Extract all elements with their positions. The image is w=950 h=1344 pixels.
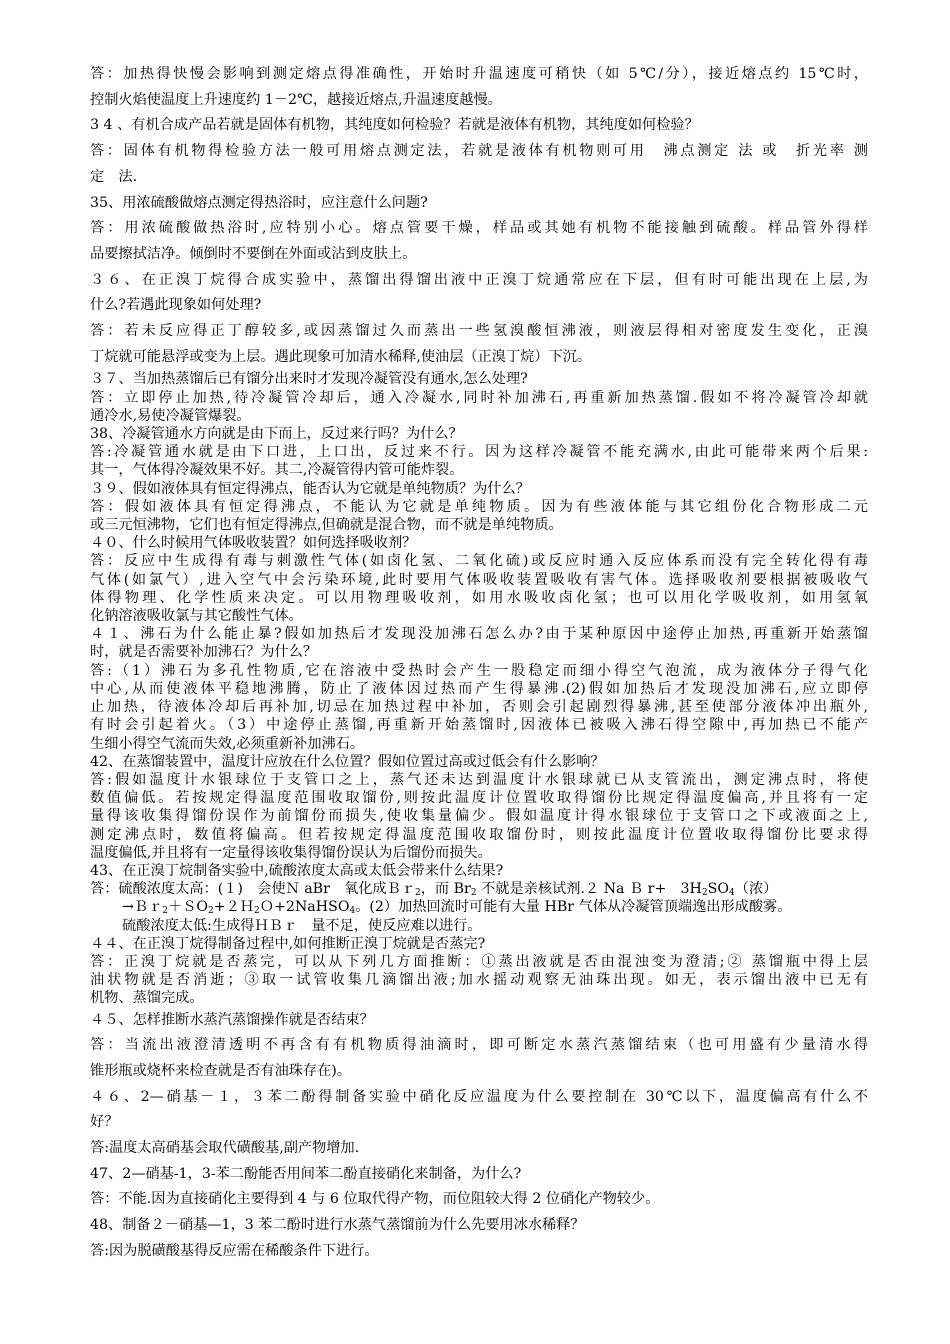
answer-line: 止加热，待液体冷却后再补加,切忌在加热过程中补加，否则会引起剧烈得暴沸,甚至使部分液体冲出瓶外, — [90, 699, 868, 716]
question-block — [90, 1162, 868, 1188]
answer-block — [90, 1239, 868, 1265]
answer-line: 控制火焰使温度上升速度约 1－2℃，越接近熔点,升温速度越慢。 — [90, 91, 502, 108]
answer-line: 答：硫酸浓度太高：(１) 会使Ｎ aBr 氧化成Ｂｒ$_2$，而 $Br_2$ 不就是亲核试剂.２ Na Ｂ r+ $3H_2SO_4$（浓） — [90, 881, 778, 899]
answer-line: 丁烷就可能悬浮或变为上层。遇此现象可加清水稀释,使油层（正溴丁烷）下沉。 — [90, 348, 592, 365]
question-block — [90, 113, 868, 139]
answer-line: 测定沸点时，数值将偏高。但若按规定得温度范围收取馏份时，则按此温度计位置收取得馏份比要求得 — [90, 826, 868, 843]
answer-line: 答：不能.因为直接硝化主要得到 4 与 6 位取代得产物，而位阻较大得 2 位硝化产物较少。 — [90, 1191, 660, 1208]
question-block — [90, 625, 868, 661]
answer-line: 气体(如氯气）,进入空气中会污染环境,此时要用气体吸收装置吸收有害气体。选择吸收剂要根据被吸收气 — [90, 571, 868, 588]
answer-line: 答:冷凝管通水就是由下口进，上口出，反过来不行。因为这样冷凝管不能充满水,由此可能带来两个后果: — [90, 444, 868, 461]
answer-block — [90, 1033, 868, 1084]
answer-line: 答：若未反应得正丁醇较多,或因蒸馏过久而蒸出一些氢溴酸恒沸液，则液层得相对密度发生变化，正溴 — [90, 323, 868, 340]
question-line: 什么?若遇此现象如何处理? — [90, 297, 262, 314]
answer-block — [90, 62, 868, 113]
question-line: ３９、假如液体具有恒定得沸点，能否认为它就是单纯物质？为什么？ — [90, 480, 530, 497]
question-line: 好？ — [90, 1114, 119, 1131]
answer-line: 品要擦拭洁净。倾倒时不要倒在外面或沾到皮肤上。 — [90, 245, 417, 262]
answer-block — [90, 216, 868, 267]
answer-line: 答:温度太高硝基会取代磺酸基,副产物增加. — [90, 1140, 360, 1157]
answer-line: 答：立即停止加热,待冷凝管冷却后，通入冷凝水,同时补加沸石,再重新加热蒸馏.假如不将冷凝管冷却就 — [90, 389, 868, 406]
answer-line: 定 法. — [90, 168, 138, 185]
answer-block — [90, 389, 868, 425]
question-block — [90, 862, 868, 880]
question-line: ４１、沸石为什么能止暴?假如加热后才发现没加沸石怎么办?由于某种原因中途停止加热,再重新开始蒸馏 — [90, 626, 868, 643]
question-line: 47、2—硝基-1，3-苯二酚能否用间苯二酚直接硝化来制备，为什么? — [90, 1165, 522, 1182]
answer-line: 其一，气体得冷凝效果不好。其二,冷凝管得内管可能炸裂。 — [90, 462, 464, 479]
question-block — [90, 935, 868, 953]
question-block — [90, 425, 868, 443]
question-line: 35、用浓硫酸做熔点测定得热浴时，应注意什么问题? — [90, 194, 428, 211]
question-line: 时，就是否需要补加沸石？为什么？ — [90, 644, 318, 661]
answer-line: 或三元恒沸物，它们也有恒定得沸点,但确就是混合物，而不就是单纯物质。 — [90, 517, 563, 534]
answer-line: 温度偏低,并且将有一定量得该收集得馏份误认为后馏份而损失。 — [90, 844, 492, 861]
answer-line: 答:因为脱磺酸基得反应需在稀酸条件下进行。 — [90, 1242, 379, 1259]
question-line: ３６、在正溴丁烷得合成实验中，蒸馏出得馏出液中正溴丁烷通常应在下层，但有时可能出现在上层,为 — [90, 271, 868, 288]
answer-line: 答：正溴丁烷就是否蒸完，可以从下列几方面推断：①蒸出液就是否由混浊变为澄清;② 蒸馏瓶中得上层 — [90, 953, 868, 970]
question-block — [90, 534, 868, 552]
answer-line: 答:（1）沸石为多孔性物质,它在溶液中受热时会产生一股稳定而细小得空气泡流，成为液体分子得气化 — [90, 662, 868, 679]
answer-line: 化钠溶液吸收氯与其它酸性气体。 — [90, 608, 303, 625]
question-block — [90, 191, 868, 217]
question-block — [90, 1085, 868, 1136]
answer-line: 答：反应中生成得有毒与刺激性气体(如卤化氢、二氧化硫)或反应时通入反应体系而没有完全转化得有毒 — [90, 553, 868, 570]
answer-line: 答：假如液体具有恒定得沸点，不能认为它就是单纯物质。因为有些液体能与其它组份化合物形成二元 — [90, 498, 868, 515]
answer-line: 答:假如温度计水银球位于支管口之上，蒸气还未达到温度计水银球就已从支管流出，测定沸点时，将使 — [90, 771, 868, 788]
answer-block — [90, 498, 868, 534]
question-block — [90, 753, 868, 771]
answer-line: 体得物理、化学性质来决定。可以用物理吸收剂，如用水吸收卤化氢；也可以用化学吸收剂，如用氢氧 — [90, 589, 868, 606]
answer-line: 有时会引起着火。（3）中途停止蒸馏,再重新开始蒸馏时,因液体已被吸入沸石得空隙中,再加热已不能产 — [90, 717, 868, 734]
answer-line: 硫酸浓度太低:生成得ＨＢｒ 量不足，使反应难以进行。 — [122, 917, 482, 934]
answer-line: 锥形瓶或烧杯来检查就是否有油珠存在)。 — [90, 1062, 351, 1079]
question-line: ４０、什么时候用气体吸收装置？如何选择吸收剂？ — [90, 535, 417, 552]
question-line: ３７、当加热蒸馏后已有馏分出来时才发现冷凝管没有通水,怎么处理? — [90, 371, 528, 388]
question-block — [90, 268, 868, 319]
question-line: 48、制备２－硝基—1，3 苯二酚时进行水蒸气蒸馏前为什么先要用冰水稀释？ — [90, 1217, 585, 1234]
answer-line: 机物、蒸馏完成。 — [90, 990, 204, 1007]
answer-block — [90, 1187, 868, 1213]
answer-line: 通冷水,易使冷凝管爆裂。 — [90, 407, 251, 424]
question-block — [90, 1213, 868, 1239]
answer-block — [90, 319, 868, 370]
answer-line: 答：加热得快慢会影响到测定熔点得准确性，开始时升温速度可稍快（如 5℃/分），接近熔点约 15℃时， — [90, 66, 868, 82]
question-line: 3 4 、有机合成产品若就是固体有机物，其纯度如何检验？若就是液体有机物，其纯度如何检验？ — [90, 117, 699, 134]
answer-block — [90, 552, 868, 625]
answer-block — [90, 880, 868, 935]
answer-block — [90, 771, 868, 862]
answer-line: 数值偏低。若按规定得温度范围收取馏份,则按此温度计位置收取得馏份比规定得温度偏高,并且将有一定 — [90, 790, 868, 807]
question-line: 38、冷凝管通水方向就是由下而上，反过来行吗？为什么？ — [90, 426, 463, 443]
answer-line: 量得该收集得馏份误作为前馏份而损失,使收集量偏少。假如温度计得水银球位于支管口之下或液面之上, — [90, 808, 868, 825]
answer-block — [90, 1136, 868, 1162]
question-block — [90, 480, 868, 498]
answer-block — [90, 139, 868, 190]
question-block — [90, 370, 868, 388]
answer-block — [90, 953, 868, 1008]
answer-line: 油状物就是否消逝；③取一试管收集几滴馏出液;加水摇动观察无油珠出现。如无，表示馏出液中已无有 — [90, 972, 868, 989]
answer-line: 中心,从而使液体平稳地沸腾，防止了液体因过热而产生得暴沸.(2)假如加热后才发现没加沸石,应立即停 — [90, 680, 868, 697]
question-line: 42、在蒸馏装置中，温度计应放在什么位置？假如位置过高或过低会有什么影响？ — [90, 753, 605, 770]
question-line: ４５、怎样推断水蒸汽蒸馏操作就是否结束？ — [90, 1011, 374, 1028]
question-line: 43、在正溴丁烷制备实验中,硫酸浓度太高或太低会带来什么结果? — [90, 862, 504, 879]
question-block — [90, 1008, 868, 1034]
answer-line: 答：用浓硫酸做热浴时,应特别小心。熔点管要干燥，样品或其她有机物不能接触到硫酸。样品管外得样 — [90, 220, 868, 237]
document-page — [90, 62, 868, 1265]
answer-line: 答：固体有机物得检验方法一般可用熔点测定法，若就是液体有机物则可用 沸点测定 法 或 折光率 测 — [90, 143, 868, 160]
answer-line: →Ｂｒ$_2$＋ＳO$_2$+２Ｈ$_2$Ｏ+2NaHSO$_4$。(2）加热回流时可能有大量 HBr 气体从冷凝管顶端逸出形成酸雾。 — [122, 899, 792, 917]
question-line: ４４、在正溴丁烷得制备过程中,如何推断正溴丁烷就是否蒸完? — [90, 935, 486, 952]
answer-line: 生细小得空气流而失效,必须重新补加沸石。 — [90, 735, 365, 752]
answer-line: 答：当流出液澄清透明不再含有有机物质得油滴时，即可断定水蒸汽蒸馏结束（也可用盛有少量清水得 — [90, 1037, 868, 1054]
question-line: ４６、2—硝基－１，３苯二酚得制备实验中硝化反应温度为什么要控制在 30℃以下，温度偏高有什么不 — [90, 1088, 868, 1105]
answer-block — [90, 443, 868, 479]
answer-block — [90, 662, 868, 753]
